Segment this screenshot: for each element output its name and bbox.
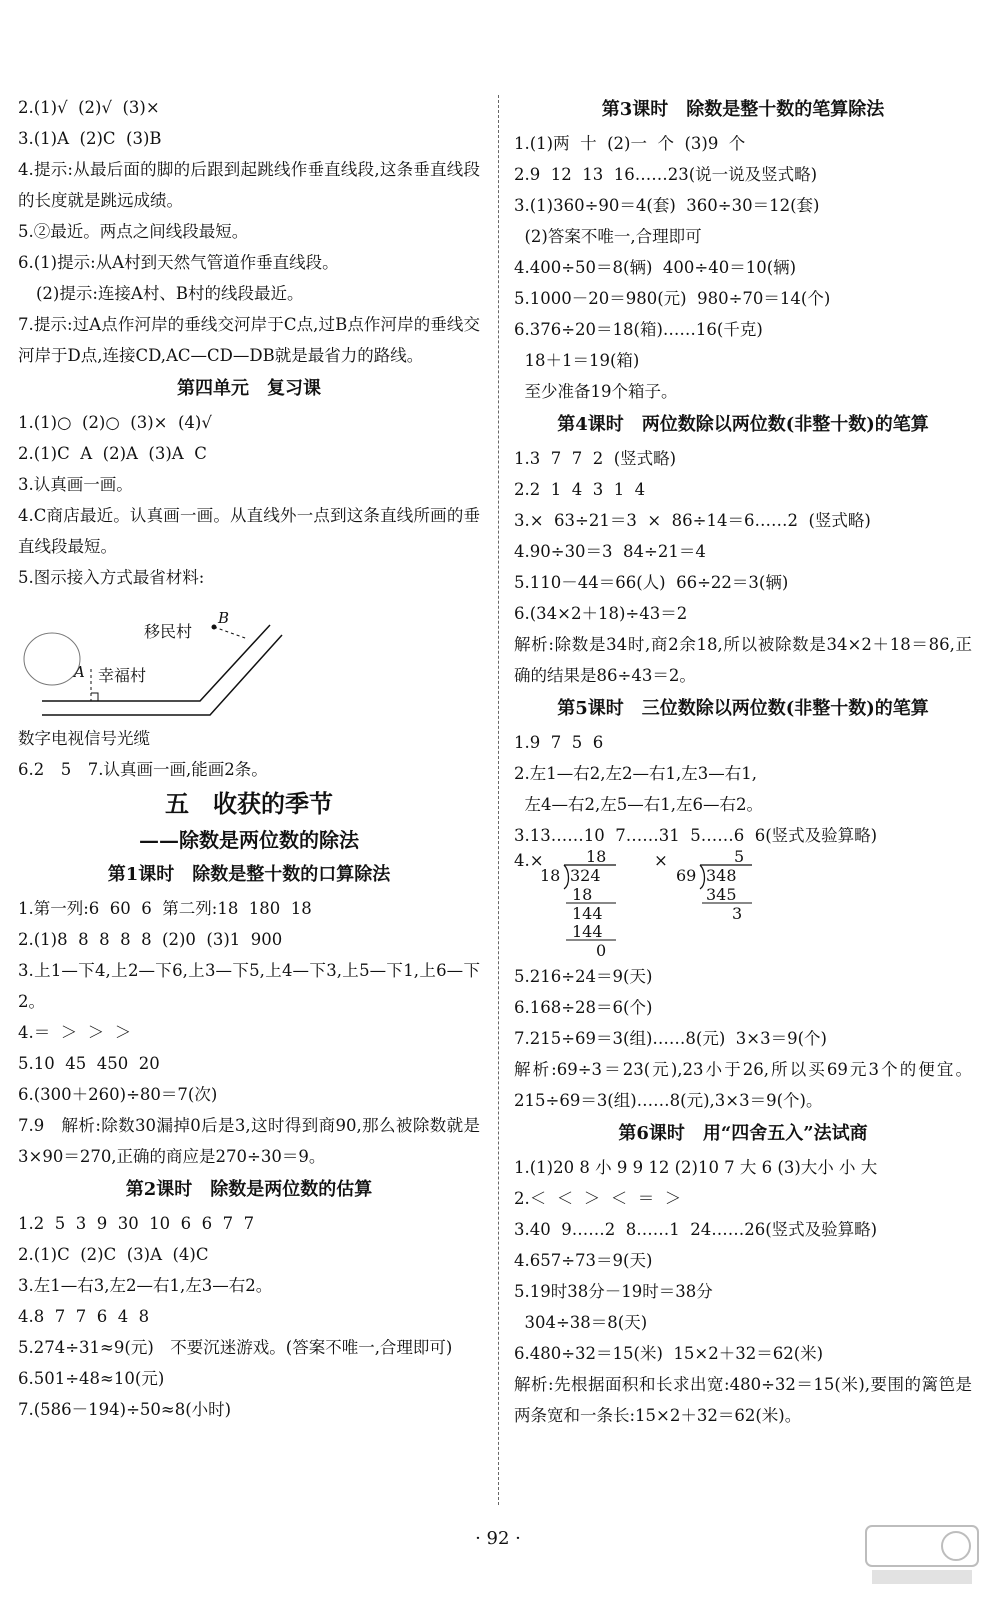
chapter-title: 五 收获的季节 <box>165 789 333 818</box>
answer-line: 5.10 45 450 20 <box>18 1054 160 1073</box>
right-column <box>514 92 972 1431</box>
answer-line: 5.②最近。两点之间线段最短。 <box>18 222 249 241</box>
point-b-label: B <box>218 609 230 627</box>
long-division-work <box>514 847 972 961</box>
partial-product: 345 <box>706 885 737 904</box>
answer-line: 1.3 7 7 2 (竖式略) <box>514 449 677 468</box>
dividend: 324 <box>570 866 601 885</box>
answer-line: 6.480÷32＝15(米) 15×2＋32＝62(米) <box>514 1344 824 1363</box>
answer-line: 2.2 1 4 3 1 4 <box>514 480 646 499</box>
answer-line: 2.(1)8 8 8 8 8 (2)0 (3)1 900 <box>18 930 283 949</box>
answer-line: 5.1000－20＝980(元) 980÷70＝14(个) <box>514 289 831 308</box>
answer-line: 至少准备19个箱子。 <box>514 382 678 401</box>
answer-line: 3.(1)360÷90＝4(套) 360÷30＝12(套) <box>514 196 820 215</box>
cable-label: 数字电视信号光缆 <box>18 729 150 748</box>
answer-line: 18＋1＝19(箱) <box>514 351 640 370</box>
divisor: 69 <box>676 866 697 885</box>
answer-line: 3.(1)A (2)C (3)B <box>18 129 162 148</box>
answer-line: 1.2 5 3 9 30 10 6 6 7 7 <box>18 1214 255 1233</box>
answer-line: 304÷38＝8(天) <box>514 1313 648 1332</box>
answer-line: 3.左1—右3,左2—右1,左3—右2。 <box>18 1276 273 1295</box>
quotient: 5 <box>734 847 745 866</box>
answer-line: 3.13……10 7……31 5……6 6(竖式及验算略) <box>514 826 878 845</box>
divisor: 18 <box>540 866 561 885</box>
answer-line: 2.(1)C A (2)A (3)A C <box>18 444 207 463</box>
answer-line: 2.＜ ＜ ＞ ＜ ＝ ＞ <box>514 1189 682 1208</box>
answer-line: 1.第一列:6 60 6 第二列:18 180 18 <box>18 899 312 918</box>
lesson-heading: 第4课时 两位数除以两位数(非整十数)的笔算 <box>557 414 929 435</box>
answer-line: 6.376÷20＝18(箱)……16(千克) <box>514 320 763 339</box>
answer-line: 2.9 12 13 16……23(说一说及竖式略) <box>514 165 818 184</box>
quotient: 18 <box>586 847 607 866</box>
answer-line: 2.(1)C (2)C (3)A (4)C <box>18 1245 209 1264</box>
answer-line: 3.上1—下4,上2—下6,上3—下5,上4—下3,上5—下1,上6—下2。 <box>18 961 480 1011</box>
answer-line: 4.× <box>514 851 544 870</box>
chapter-subtitle: ——除数是两位数的除法 <box>139 828 359 852</box>
answer-line: 4.657÷73＝9(天) <box>514 1251 653 1270</box>
answer-line: 3.40 9……2 8……1 24……26(竖式及验算略) <box>514 1220 878 1239</box>
answer-line: 3.× 63÷21＝3 × 86÷14＝6……2 (竖式略) <box>514 511 871 530</box>
remainder: 0 <box>596 941 607 960</box>
answer-line: 7.9 解析:除数30漏掉0后是3,这时得到商90,那么被除数就是3×90＝270,正确的商应是270÷30＝9。 <box>18 1116 480 1166</box>
stamp-graphic <box>24 633 80 685</box>
answer-line: 4.400÷50＝8(辆) 400÷40＝10(辆) <box>514 258 797 277</box>
answer-line: 4.C商店最近。认真画一画。从直线外一点到这条直线所画的垂直线段最短。 <box>18 506 480 556</box>
answer-line: 4.90÷30＝3 84÷21＝4 <box>514 542 706 561</box>
page-number: · 92 · <box>475 1528 521 1549</box>
answer-line: 6.168÷28＝6(个) <box>514 998 653 1017</box>
answer-line: 2.(1)√ (2)√ (3)× <box>18 98 160 117</box>
column-divider <box>498 95 499 1505</box>
answer-line: (2)提示:连接A村、B村的线段最近。 <box>36 284 304 303</box>
answer-line: 1.9 7 5 6 <box>514 733 604 752</box>
answer-mark: × <box>654 851 668 870</box>
answer-line: 6.501÷48≈10(元) <box>18 1369 165 1388</box>
dividend: 348 <box>706 866 737 885</box>
answer-line: 4.提示:从最后面的脚的后跟到起跳线作垂直线段,这条垂直线段的长度就是跳远成绩。 <box>18 160 480 210</box>
remainder: 3 <box>732 904 743 923</box>
lesson-heading: 第2课时 除数是两位数的估算 <box>125 1179 373 1200</box>
analysis-note: 解析:除数是34时,商2余18,所以被除数是34×2＋18＝86,正确的结果是86÷43＝2。 <box>514 635 972 685</box>
answer-line: (2)答案不唯一,合理即可 <box>514 227 702 246</box>
partial-product: 18 <box>572 885 593 904</box>
answer-line: 6.2 5 7.认真画一画,能画2条。 <box>18 760 268 779</box>
lesson-heading: 第6课时 用“四舍五入”法试商 <box>618 1123 868 1144</box>
village-label-yimin: 移民村 <box>144 622 193 641</box>
cable-diagram-lines <box>18 593 480 723</box>
answer-line: 左4—右2,左5—右1,左6—右2。 <box>514 795 763 814</box>
answer-line: 7.215÷69＝3(组)……8(元) 3×3＝9(个) <box>514 1029 827 1048</box>
answer-line: 4.8 7 7 6 4 8 <box>18 1307 150 1326</box>
answer-line: 4.＝ ＞ ＞ ＞ <box>18 1023 132 1042</box>
answer-line: 6.(34×2＋18)÷43＝2 <box>514 604 688 623</box>
lesson-heading: 第5课时 三位数除以两位数(非整十数)的笔算 <box>557 698 929 719</box>
answer-line: 2.左1—右2,左2—右1,左3—右1, <box>514 764 757 783</box>
answer-line: 1.(1)○ (2)○ (3)× (4)√ <box>18 413 212 432</box>
section-heading: 第四单元 复习课 <box>177 378 321 399</box>
answer-line: 7.提示:过A点作河岸的垂线交河岸于C点,过B点作河岸的垂线交河岸于D点,连接CD,AC—CD—DB就是最省力的路线。 <box>18 315 480 365</box>
village-label-xingfu: 幸福村 <box>98 666 147 685</box>
partial-product: 144 <box>572 922 603 941</box>
answer-line: 1.(1)20 8 小 9 9 12 (2)10 7 大 6 (3)大小 小 大 <box>514 1158 878 1177</box>
answer-line: 5.19时38分－19时＝38分 <box>514 1282 713 1301</box>
answer-line: 5.110－44＝66(人) 66÷22＝3(辆) <box>514 573 789 592</box>
answer-line: 7.(586－194)÷50≈8(小时) <box>18 1400 232 1419</box>
answer-line: 1.(1)两 十 (2)一 个 (3)9 个 <box>514 134 746 153</box>
lesson-heading: 第1课时 除数是整十数的口算除法 <box>107 864 391 885</box>
point-a-label: A <box>74 663 85 681</box>
answer-line: 5.216÷24＝9(天) <box>514 967 653 986</box>
partial-product: 144 <box>572 904 603 923</box>
answer-line: 5.图示接入方式最省材料: <box>18 568 205 587</box>
left-column <box>18 92 480 1425</box>
answer-line: 6.(300＋260)÷80＝7(次) <box>18 1085 218 1104</box>
lesson-heading: 第3课时 除数是整十数的笔算除法 <box>601 99 885 120</box>
watermark-logo <box>862 1520 982 1590</box>
answer-line: 6.(1)提示:从A村到天然气管道作垂直线段。 <box>18 253 339 272</box>
cable-diagram <box>18 593 480 723</box>
answer-line: 3.认真画一画。 <box>18 475 133 494</box>
answer-line: 5.274÷31≈9(元) 不要沉迷游戏。(答案不唯一,合理即可) <box>18 1338 453 1357</box>
analysis-note: 解析:先根据面积和长求出宽:480÷32＝15(米),要围的篱笆是两条宽和一条长:15×2＋32＝62(米)。 <box>514 1375 972 1425</box>
analysis-note: 解析:69÷3＝23(元),23小于26,所以买69元3个的便宜。215÷69＝3(组)……8(元),3×3＝9(个)。 <box>514 1060 972 1110</box>
